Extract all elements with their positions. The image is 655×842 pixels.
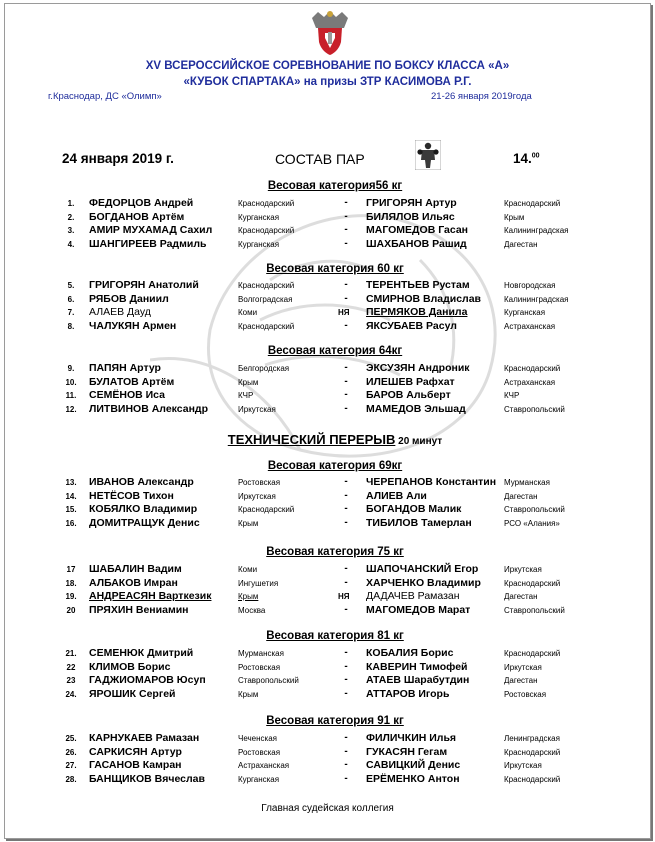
boxer-blue-region: Ростовская	[504, 690, 547, 699]
boxer-blue-name: ПЕРМЯКОВ Данила	[366, 306, 468, 318]
weight-category-title: Весовая категория 60 кг	[266, 263, 404, 275]
event-subtitle: «КУБОК СПАРТАКА» на призы ЗТР КАСИМОВА Р.Г.	[183, 76, 472, 88]
boxer-red-region: Крым	[238, 378, 259, 387]
boxer-blue-name: АТАЕВ Шарабутдин	[366, 674, 470, 686]
bout-separator: -	[344, 661, 348, 672]
boxer-blue-name: ГУКАСЯН Гегам	[366, 746, 448, 758]
boxer-red-name: СЕМЁНОВ Иса	[89, 389, 165, 401]
bout-number: 24.	[65, 690, 77, 699]
boxer-red-region: Иркутская	[238, 405, 276, 414]
bout-separator: -	[344, 211, 348, 222]
boxer-red-name: БУЛАТОВ Артём	[89, 376, 175, 388]
boxer-blue-region: Иркутская	[504, 761, 542, 770]
boxer-red-region: Краснодарский	[238, 281, 295, 290]
venue-location: г.Краснодар, ДС «Олимп»	[48, 91, 162, 102]
bout-separator: -	[344, 403, 348, 414]
boxer-blue-name: САВИЦКИЙ Денис	[366, 759, 461, 771]
event-title: XV ВСЕРОССИЙСКОЕ СОРЕВНОВАНИЕ ПО БОКСУ КЛАССА «А»	[145, 60, 510, 72]
footer-signature: Главная судейская коллегия	[261, 803, 394, 814]
boxer-blue-name: СМИРНОВ Владислав	[366, 293, 482, 305]
boxer-red-name: ПАПЯН Артур	[89, 362, 161, 374]
bout-number: 19.	[65, 592, 77, 601]
bout-separator: -	[344, 224, 348, 235]
bout-number: 14.	[65, 492, 77, 501]
boxer-blue-name: ТИБИЛОВ Тамерлан	[366, 517, 472, 529]
boxer-blue-region: Новгородская	[504, 281, 556, 290]
boxer-blue-region: Калининградская	[504, 226, 569, 235]
boxer-blue-region: Астраханская	[504, 322, 556, 331]
bout-separator: -	[344, 279, 348, 290]
boxer-blue-region: Астраханская	[504, 378, 556, 387]
bout-separator: -	[344, 376, 348, 387]
bout-number: 25.	[65, 734, 77, 743]
bout-separator: -	[344, 476, 348, 487]
weight-category-title: Весовая категория 91 кг	[266, 715, 404, 727]
boxer-red-region: Астраханская	[238, 761, 290, 770]
boxer-blue-name: ЭКСУЗЯН Андроник	[366, 362, 470, 374]
boxer-red-name: ЯРОШИК Сергей	[89, 688, 176, 700]
event-dates: 21-26 января 2019года	[431, 91, 532, 102]
boxer-blue-region: Дагестан	[504, 676, 538, 685]
boxer-blue-region: Ставропольский	[504, 405, 565, 414]
bout-number: 13.	[65, 478, 77, 487]
boxer-red-region: Ставропольский	[238, 676, 299, 685]
boxer-red-region: Курганская	[238, 213, 280, 222]
boxer-blue-region: Краснодарский	[504, 649, 561, 658]
bout-number: 26.	[65, 748, 77, 757]
bout-number: 8.	[67, 322, 75, 331]
bout-number: 27.	[65, 761, 77, 770]
boxer-blue-region: Краснодарский	[504, 748, 561, 757]
bout-separator: НЯ	[338, 308, 350, 317]
boxer-blue-region: КЧР	[504, 391, 520, 400]
bout-separator: -	[344, 389, 348, 400]
bout-separator: -	[344, 238, 348, 249]
bout-number: 16.	[65, 519, 77, 528]
weight-category-title: Весовая категория 75 кг	[266, 546, 404, 558]
session-title: СОСТАВ ПАР	[275, 151, 365, 167]
boxer-red-name: ГАСАНОВ Камран	[89, 759, 182, 771]
boxer-red-region: Крым	[238, 592, 259, 601]
bout-separator: -	[344, 647, 348, 658]
boxer-red-region: Чеченская	[238, 734, 278, 743]
boxer-blue-region: Ставропольский	[504, 505, 565, 514]
boxer-red-name: КЛИМОВ Борис	[89, 661, 171, 673]
bout-number: 9.	[67, 364, 75, 373]
bout-separator: -	[344, 604, 348, 615]
boxer-red-region: Краснодарский	[238, 199, 295, 208]
bout-number: 7.	[67, 308, 75, 317]
boxer-red-name: САРКИСЯН Артур	[89, 746, 182, 758]
boxer-red-name: БАНЩИКОВ Вячеслав	[89, 773, 205, 785]
boxer-blue-region: Курганская	[504, 308, 546, 317]
bout-separator: -	[344, 732, 348, 743]
bout-number: 18.	[65, 579, 77, 588]
boxer-red-name: ШАБАЛИН Вадим	[89, 563, 182, 575]
boxer-blue-name: ГРИГОРЯН Артур	[366, 197, 457, 209]
boxer-blue-name: КАВЕРИН Тимофей	[366, 661, 468, 673]
boxer-red-name: ГАДЖИОМАРОВ Юсуп	[89, 674, 206, 686]
boxer-blue-name: ИЛЕШЕВ Рафхат	[366, 376, 455, 388]
boxer-red-region: Ростовская	[238, 478, 281, 487]
boxer-blue-name: МАМЕДОВ Эльшад	[366, 403, 466, 415]
bout-separator: НЯ	[338, 592, 350, 601]
bout-separator: -	[344, 674, 348, 685]
bout-number: 5.	[67, 281, 75, 290]
boxer-red-name: КАРНУКАЕВ Рамазан	[89, 732, 200, 744]
bout-number: 22	[66, 663, 76, 672]
boxer-red-name: ФЕДОРЦОВ Андрей	[89, 197, 194, 209]
boxer-blue-name: БОГАНДОВ Малик	[366, 503, 462, 515]
bout-separator: -	[344, 577, 348, 588]
boxer-red-name: ПРЯХИН Вениамин	[89, 604, 189, 616]
bout-number: 12.	[65, 405, 77, 414]
bout-separator: -	[344, 688, 348, 699]
boxer-red-region: Крым	[238, 690, 259, 699]
boxer-blue-region: Крым	[504, 213, 525, 222]
bout-number: 4.	[67, 240, 75, 249]
boxer-red-region: Ростовская	[238, 748, 281, 757]
bout-number: 3.	[67, 226, 75, 235]
boxer-red-name: АНДРЕАСЯН Варткезик	[89, 590, 212, 602]
boxer-blue-name: ХАРЧЕНКО Владимир	[366, 577, 481, 589]
boxer-blue-name: МАГОМЕДОВ Марат	[366, 604, 471, 616]
boxer-red-region: Крым	[238, 519, 259, 528]
boxer-blue-region: Краснодарский	[504, 199, 561, 208]
boxer-red-region: Ростовская	[238, 663, 281, 672]
boxer-red-region: Москва	[238, 606, 266, 615]
boxer-red-name: ЛИТВИНОВ Александр	[89, 403, 209, 415]
bout-number: 15.	[65, 505, 77, 514]
boxer-red-region: Мурманская	[238, 649, 284, 658]
bout-number: 23	[66, 676, 76, 685]
boxer-figure-icon	[415, 140, 441, 170]
boxer-red-region: Краснодарский	[238, 505, 295, 514]
boxer-blue-region: Краснодарский	[504, 775, 561, 784]
federation-emblem-icon	[308, 8, 352, 56]
boxer-red-name: ЧАЛУКЯН Армен	[89, 320, 177, 332]
boxer-blue-name: ЧЕРЕПАНОВ Константин	[366, 476, 497, 488]
weight-category-title: Весовая категория56 кг	[267, 180, 403, 192]
bout-separator: -	[344, 563, 348, 574]
session-start-time: 14.00	[513, 151, 540, 166]
boxer-blue-region: Дагестан	[504, 240, 538, 249]
bout-number: 1.	[67, 199, 75, 208]
boxer-blue-region: Ставропольский	[504, 606, 565, 615]
bout-separator: -	[344, 773, 348, 784]
boxer-red-name: ИВАНОВ Александр	[89, 476, 194, 488]
boxer-blue-region: Калининградская	[504, 295, 569, 304]
bout-number: 6.	[67, 295, 75, 304]
bout-number: 10.	[65, 378, 77, 387]
boxer-blue-name: ЕРЁМЕНКО Антон	[366, 773, 460, 785]
boxer-blue-region: Краснодарский	[504, 579, 561, 588]
boxer-red-region: Курганская	[238, 775, 280, 784]
boxer-red-name: ШАНГИРЕЕВ Радмиль	[89, 238, 207, 250]
technical-break: ТЕХНИЧЕСКИЙ ПЕРЕРЫВ 20 минут	[227, 432, 443, 447]
bout-separator: -	[344, 362, 348, 373]
boxer-blue-name: БИЛЯЛОВ Ильяс	[366, 211, 455, 223]
bout-number: 28.	[65, 775, 77, 784]
boxer-red-name: КОБЯЛКО Владимир	[89, 503, 198, 515]
boxer-red-name: НЕТЁСОВ Тихон	[89, 490, 174, 502]
boxer-blue-region: Краснодарский	[504, 364, 561, 373]
boxer-red-region: Коми	[238, 308, 258, 317]
boxer-blue-region: Иркутская	[504, 565, 542, 574]
boxer-red-name: АМИР МУХАМАД Сахил	[89, 224, 213, 236]
boxer-blue-region: Дагестан	[504, 492, 538, 501]
weight-category-title: Весовая категория 69кг	[267, 460, 403, 472]
boxer-blue-name: ФИЛИЧКИН Илья	[366, 732, 457, 744]
boxer-blue-name: БАРОВ Альберт	[366, 389, 451, 401]
boxer-blue-name: ШАХБАНОВ Рашид	[366, 238, 467, 250]
boxer-blue-name: ДАДАЧЕВ Рамазан	[366, 590, 460, 602]
boxer-red-name: ГРИГОРЯН Анатолий	[89, 279, 199, 291]
boxer-red-region: КЧР	[238, 391, 254, 400]
bout-separator: -	[344, 503, 348, 514]
boxer-blue-name: КОБАЛИЯ Борис	[366, 647, 454, 659]
boxer-blue-name: АЛИЕВ Али	[366, 490, 427, 502]
bout-separator: -	[344, 490, 348, 501]
session-date: 24 января 2019 г.	[62, 151, 174, 166]
weight-category-title: Весовая категория 81 кг	[266, 630, 404, 642]
bout-separator: -	[344, 746, 348, 757]
boxer-red-name: СЕМЕНЮК Дмитрий	[89, 647, 194, 659]
boxer-red-region: Коми	[238, 565, 258, 574]
boxer-red-region: Краснодарский	[238, 226, 295, 235]
boxer-red-name: АЛБАКОВ Имран	[89, 577, 178, 589]
boxer-red-name: РЯБОВ Даниил	[89, 293, 169, 305]
bout-number: 11.	[65, 391, 77, 400]
boxer-blue-name: ТЕРЕНТЬЕВ Рустам	[366, 279, 470, 291]
bout-number: 20	[66, 606, 76, 615]
boxer-red-region: Иркутская	[238, 492, 276, 501]
bout-number: 2.	[67, 213, 75, 222]
boxer-blue-region: РСО «Алания»	[504, 519, 560, 528]
bout-separator: -	[344, 197, 348, 208]
bout-separator: -	[344, 293, 348, 304]
bout-separator: -	[344, 759, 348, 770]
boxer-blue-region: Ленинградская	[504, 734, 560, 743]
boxer-red-name: ДОМИТРАЩУК Денис	[89, 517, 200, 529]
boxer-blue-name: МАГОМЕДОВ Гасан	[366, 224, 469, 236]
boxer-blue-region: Иркутская	[504, 663, 542, 672]
boxer-red-region: Белгородская	[238, 364, 290, 373]
boxer-red-name: АЛАЕВ Дауд	[89, 306, 151, 318]
boxer-red-region: Краснодарский	[238, 322, 295, 331]
boxer-blue-name: ШАПОЧАНСКИЙ Егор	[366, 563, 479, 575]
boxer-red-region: Курганская	[238, 240, 280, 249]
bout-number: 17	[66, 565, 76, 574]
boxer-red-region: Волгоградская	[238, 295, 293, 304]
boxer-blue-name: АТТАРОВ Игорь	[366, 688, 450, 700]
bout-number: 21.	[65, 649, 77, 658]
bout-separator: -	[344, 320, 348, 331]
bout-separator: -	[344, 517, 348, 528]
weight-category-title: Весовая категория 64кг	[267, 345, 403, 357]
boxer-red-region: Ингушетия	[238, 579, 279, 588]
boxer-blue-region: Мурманская	[504, 478, 550, 487]
boxer-blue-region: Дагестан	[504, 592, 538, 601]
boxer-blue-name: ЯКСУБАЕВ Расул	[366, 320, 457, 332]
boxer-red-name: БОГДАНОВ Артём	[89, 211, 185, 223]
